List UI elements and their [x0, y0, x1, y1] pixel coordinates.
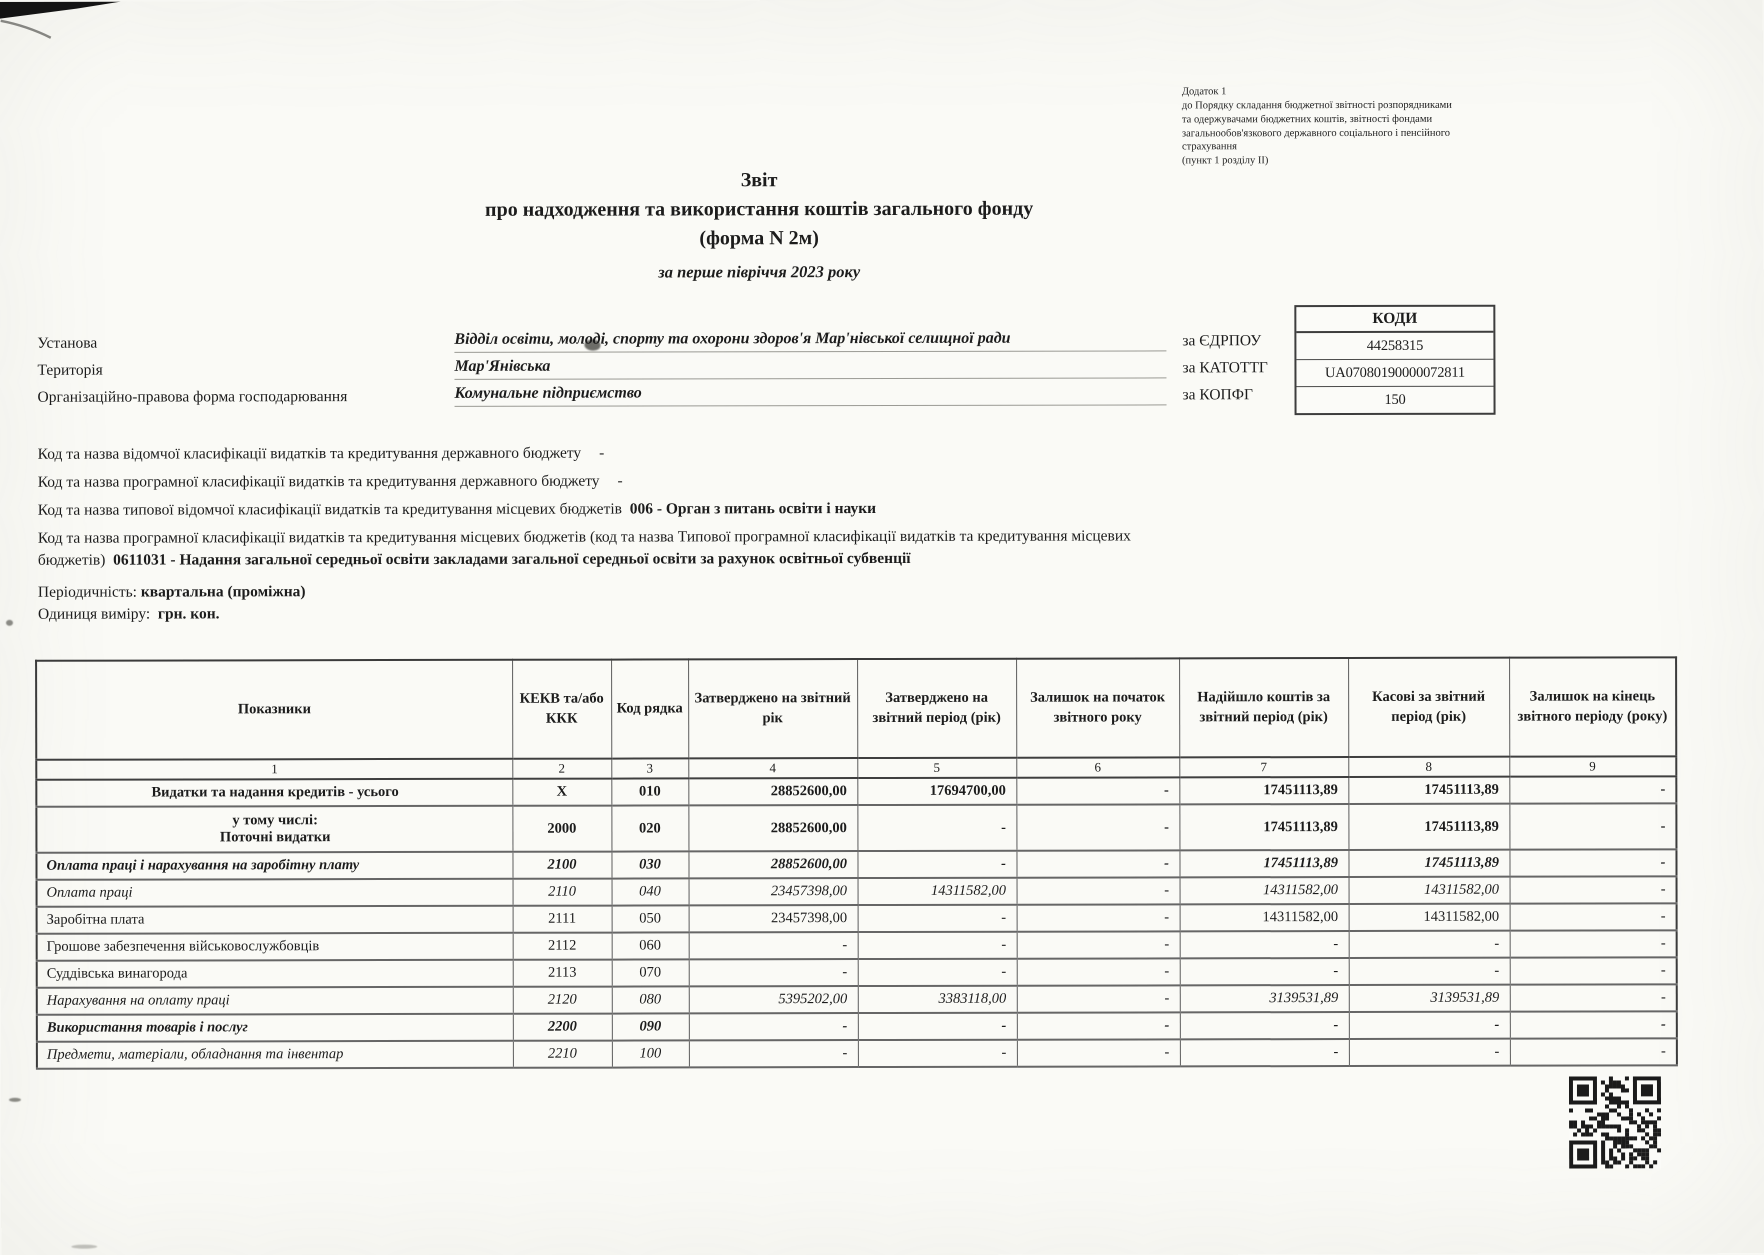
period-block	[38, 579, 1136, 625]
classification-line	[38, 497, 1136, 521]
column-header: Затверджено на звітний період (рік)	[857, 659, 1016, 758]
row-label-cell: у тому числі: Поточні видатки	[36, 806, 512, 853]
value-cell: 17451113,89	[1179, 777, 1348, 804]
value-cell: 5395202,00	[689, 986, 858, 1013]
value-cell: 14311582,00	[1349, 877, 1510, 904]
column-header: КЕКВ та/або ККК	[512, 660, 611, 759]
column-number: 1	[36, 759, 512, 780]
value-cell: 080	[612, 986, 689, 1013]
codes-box	[1294, 305, 1495, 415]
report-title-subject: про надходження та використання коштів загального фонду	[485, 197, 1034, 221]
row-label-cell: Нарахування на оплату праці	[37, 987, 513, 1015]
value-cell: 14311582,00	[858, 878, 1017, 905]
appendix-line: до Порядку складання бюджетної звітності розпорядниками	[1181, 99, 1452, 112]
value-cell: 17451113,89	[1348, 850, 1509, 877]
value-cell: -	[1510, 903, 1677, 930]
value-cell: 2210	[513, 1041, 612, 1068]
appendix-line: (пункт 1 розділу ІІ)	[1182, 155, 1269, 167]
appendix-note	[1182, 85, 1522, 169]
classification-value: -	[599, 444, 605, 462]
value-cell: -	[1017, 1039, 1180, 1066]
value-cell: -	[857, 805, 1016, 851]
value-cell: 28852600,00	[688, 851, 857, 878]
value-cell: -	[1510, 930, 1677, 957]
code-label: за КОПФГ	[1182, 386, 1253, 404]
table-row	[37, 930, 1677, 960]
value-cell: -	[1349, 931, 1510, 958]
column-number: 8	[1348, 757, 1509, 777]
appendix-line: страхування	[1181, 141, 1237, 153]
field-label: Територія	[37, 361, 103, 379]
legal-form-value: Комунальне підприємство	[454, 383, 1166, 406]
value-cell: 28852600,00	[688, 778, 857, 805]
value-cell: -	[857, 851, 1016, 878]
value-cell: 2120	[513, 987, 612, 1014]
value-cell: -	[1180, 931, 1349, 958]
column-number: 9	[1509, 756, 1676, 776]
field-label: Установа	[37, 334, 98, 352]
value-cell: -	[1017, 877, 1180, 904]
value-cell: 010	[611, 778, 688, 805]
value-cell: X	[512, 779, 611, 806]
table-row	[36, 803, 1676, 852]
value-cell: 050	[612, 905, 689, 932]
value-cell: 2000	[512, 806, 611, 852]
column-header: Показники	[36, 660, 512, 760]
value-cell: 14311582,00	[1180, 877, 1349, 904]
value-cell: -	[858, 1013, 1017, 1040]
table-row	[37, 984, 1677, 1014]
column-number: 4	[688, 758, 857, 778]
requisite-row	[0, 382, 1764, 413]
field-label: Організаційно-правова форма господарювання	[37, 388, 348, 406]
classification-text: Код та назва програмної класифікації видатків та кредитування місцевих бюджетів (код та назва Типової програмної класифікації видатків та кредитування місцевих бюджетів)	[37, 527, 1131, 569]
value-cell: -	[1509, 803, 1676, 849]
periodicity-label: Періодичність:	[37, 583, 137, 601]
value-cell: -	[1180, 958, 1349, 985]
column-number: 3	[611, 758, 688, 778]
classification-text: Код та назва типової відомчої класифікації видатків та кредитування місцевих бюджетів	[37, 500, 622, 519]
appendix-line: загальнообов'язкового державного соціального і пенсійного	[1181, 127, 1451, 139]
value-cell: 14311582,00	[1349, 904, 1510, 931]
table-row	[37, 1011, 1677, 1041]
value-cell: -	[689, 959, 858, 986]
column-header: Код рядка	[611, 659, 688, 758]
column-header: Залишок на початок звітного року	[1016, 658, 1179, 757]
classification-block	[38, 441, 1136, 625]
row-label-cell: Оплата праці і нарахування на заробітну плату	[36, 852, 512, 880]
column-number: 5	[857, 758, 1016, 778]
value-cell: 28852600,00	[688, 805, 857, 851]
value-cell: -	[1017, 985, 1180, 1012]
requisite-row	[0, 355, 1763, 386]
territory-value: Мар'Янівська	[454, 356, 1166, 379]
value-cell: -	[1510, 957, 1677, 984]
classification-line	[38, 525, 1136, 571]
katottg-code: UA07080190000072811	[1296, 360, 1493, 387]
classification-text: Код та назва програмної класифікації видатків та кредитування державного бюджету	[37, 472, 600, 491]
value-cell: 3139531,89	[1349, 985, 1510, 1012]
value-cell: 17451113,89	[1348, 777, 1509, 804]
scan-artifact-icon	[0, 1, 169, 46]
appendix-line: Додаток 1	[1181, 86, 1227, 98]
value-cell: 3139531,89	[1180, 985, 1349, 1012]
table-row	[37, 903, 1677, 933]
table-row	[37, 876, 1677, 906]
edrpou-code: 44258315	[1296, 333, 1493, 360]
row-label-cell: Предмети, матеріали, обладнання та інвентар	[37, 1041, 513, 1069]
value-cell: -	[858, 1040, 1017, 1067]
value-cell: 2112	[513, 933, 612, 960]
row-label-cell: Оплата праці	[37, 879, 513, 907]
column-header: Касові за звітний період (рік)	[1348, 658, 1509, 757]
code-label: за ЄДРПОУ	[1182, 332, 1262, 350]
table-row	[36, 849, 1676, 879]
value-cell: -	[1180, 1012, 1349, 1039]
value-cell: 090	[612, 1013, 689, 1040]
value-cell: 070	[612, 959, 689, 986]
periodicity-line	[38, 579, 1136, 603]
value-cell: 2100	[512, 852, 611, 879]
report-form-number: (форма N 2м)	[699, 227, 819, 250]
column-header: Залишок на кінець звітного періоду (року)	[1509, 657, 1676, 756]
row-label-cell: Використання товарів і послуг	[37, 1014, 513, 1042]
table-row	[37, 1038, 1677, 1068]
value-cell: -	[858, 932, 1017, 959]
value-cell: 3383118,00	[858, 986, 1017, 1013]
value-cell: 17694700,00	[857, 778, 1016, 805]
value-cell: -	[1016, 777, 1179, 804]
value-cell: 060	[612, 932, 689, 959]
value-cell: 100	[612, 1040, 689, 1067]
value-cell: -	[1509, 776, 1676, 803]
value-cell: -	[1510, 876, 1677, 903]
row-label-cell: Видатки та надання кредитів - усього	[36, 779, 512, 807]
row-label-cell: Суддівська винагорода	[37, 960, 513, 988]
value-cell: 030	[611, 851, 688, 878]
classification-value: -	[617, 472, 623, 490]
value-cell: -	[1180, 1039, 1349, 1066]
column-number: 6	[1016, 757, 1179, 777]
value-cell: -	[1017, 904, 1180, 931]
row-label-cell: Заробітна плата	[37, 906, 513, 934]
value-cell: -	[1016, 850, 1179, 877]
institution-value: Відділ освіти, молоді, спорту та охорони здоров'я Мар'нівської селищної ради	[454, 329, 1166, 352]
classification-value: 006 - Орган з питань освіти і науки	[629, 500, 877, 518]
column-number: 2	[512, 759, 611, 779]
unit-value: грн. кон.	[157, 605, 220, 623]
report-period: за перше півріччя 2023 року	[658, 262, 861, 282]
codes-box-header: КОДИ	[1296, 307, 1493, 333]
value-cell: -	[689, 1013, 858, 1040]
value-cell: -	[1510, 1038, 1677, 1065]
table-header-row	[36, 657, 1676, 759]
classification-value: 0611031 - Надання загальної середньої освіти закладами загальної середньої освіти за рахунок освітньої субвенції	[113, 549, 911, 569]
value-cell: 23457398,00	[689, 905, 858, 932]
scan-speck	[9, 1098, 21, 1102]
value-cell: -	[689, 932, 858, 959]
unit-line	[38, 601, 1136, 625]
column-header: Надійшло коштів за звітний період (рік)	[1179, 658, 1348, 757]
value-cell: -	[1017, 958, 1180, 985]
value-cell: 17451113,89	[1348, 804, 1509, 850]
value-cell: -	[1016, 804, 1179, 850]
column-header: Затверджено на звітний рік	[688, 659, 857, 758]
value-cell: -	[858, 905, 1017, 932]
classification-text: Код та назва відомчої класифікації видатків та кредитування державного бюджету	[37, 444, 582, 463]
value-cell: 14311582,00	[1180, 904, 1349, 931]
budget-report-table	[35, 656, 1678, 1069]
value-cell: -	[1349, 1012, 1510, 1039]
value-cell: 17451113,89	[1179, 850, 1348, 877]
table-row	[37, 957, 1677, 987]
value-cell: -	[1510, 1011, 1677, 1038]
report-title	[39, 165, 1479, 284]
value-cell: 2113	[513, 960, 612, 987]
value-cell: -	[1349, 958, 1510, 985]
scan-speck	[71, 1245, 97, 1249]
value-cell: 020	[611, 805, 688, 851]
code-label: за КАТОТТГ	[1182, 359, 1268, 377]
value-cell: 23457398,00	[689, 878, 858, 905]
requisite-row	[0, 328, 1763, 359]
value-cell: -	[858, 959, 1017, 986]
classification-line	[38, 469, 1136, 493]
value-cell: -	[1349, 1039, 1510, 1066]
kopfg-code: 150	[1384, 391, 1406, 408]
value-cell: 040	[612, 878, 689, 905]
value-cell: 2110	[513, 879, 612, 906]
value-cell: -	[689, 1040, 858, 1067]
value-cell: -	[1017, 931, 1180, 958]
appendix-line: та одержувачами бюджетних коштів, звітності фондами	[1181, 113, 1433, 126]
unit-label: Одиниця виміру:	[37, 605, 151, 623]
table-row	[36, 776, 1676, 806]
qr-code-icon	[1569, 1076, 1661, 1168]
value-cell: -	[1510, 984, 1677, 1011]
value-cell: -	[1509, 849, 1676, 876]
value-cell: 2111	[513, 906, 612, 933]
report-title-main: Звіт	[740, 169, 778, 192]
classification-line	[38, 441, 1136, 465]
value-cell: 17451113,89	[1179, 804, 1348, 850]
value-cell: -	[1017, 1012, 1180, 1039]
scan-speck	[6, 620, 13, 626]
periodicity-value: квартальна (проміжна)	[140, 583, 306, 601]
value-cell: 2200	[513, 1014, 612, 1041]
row-label-cell: Грошове забезпечення військовослужбовців	[37, 933, 513, 961]
column-number: 7	[1179, 757, 1348, 777]
